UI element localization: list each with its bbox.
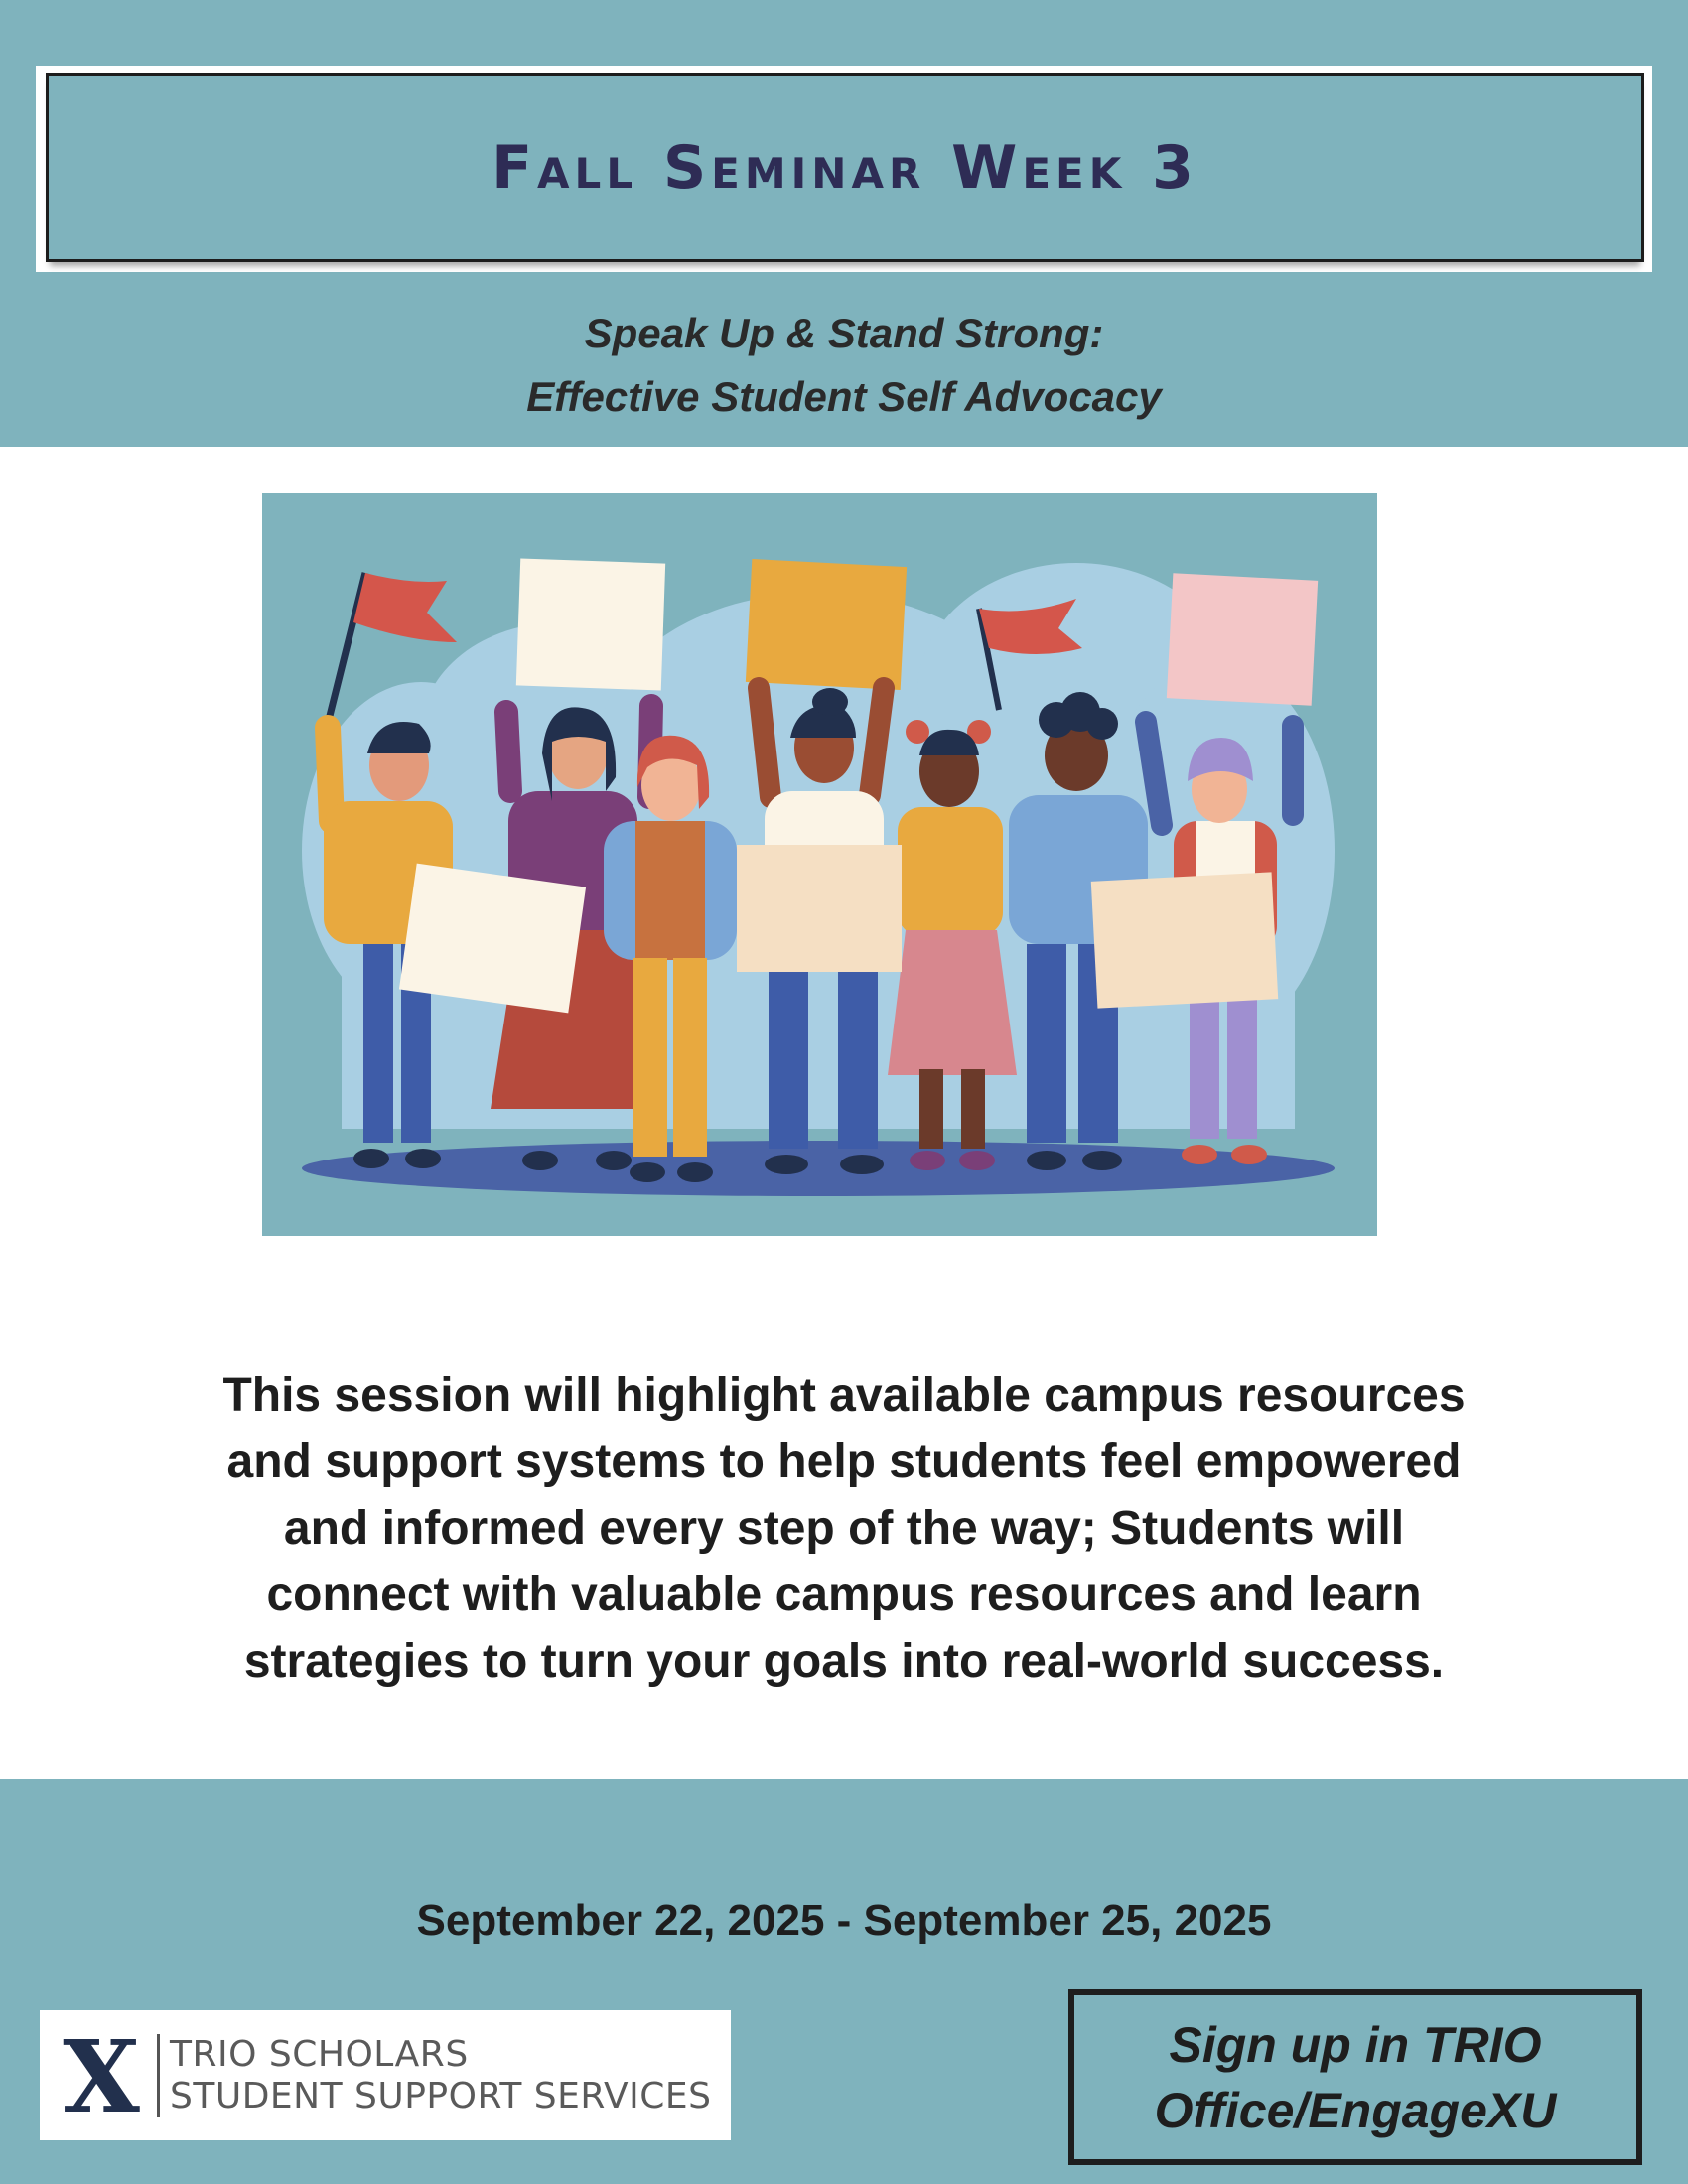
students-advocacy-illustration xyxy=(262,493,1377,1236)
logo-line-2: STUDENT SUPPORT SERVICES xyxy=(170,2075,712,2116)
title-frame xyxy=(36,66,1652,272)
subtitle xyxy=(0,302,1688,429)
title-box xyxy=(46,73,1644,262)
event-dates: September 22, 2025 - September 25, 2025 xyxy=(416,1896,1272,1945)
description-line: connect with valuable campus resources and learn xyxy=(266,1569,1422,1621)
page-title: Fall Seminar Week 3 xyxy=(492,133,1198,203)
trio-logo xyxy=(40,2010,731,2140)
xavier-x-logo-icon xyxy=(52,2026,151,2125)
logo-line-1: TRIO SCHOLARS xyxy=(170,2033,469,2075)
description-line: and support systems to help students feel empowered xyxy=(226,1435,1462,1488)
signup-line-2: Office/EngageXU xyxy=(1154,2082,1557,2138)
session-description xyxy=(79,1362,1609,1695)
description-line: This session will highlight available campus resources xyxy=(222,1369,1466,1422)
subtitle-line-1: Speak Up & Stand Strong: xyxy=(584,310,1104,356)
description-line: and informed every step of the way; Students will xyxy=(283,1502,1405,1555)
logo-mark-letter: X xyxy=(63,2025,140,2125)
signup-line-1: Sign up in TRIO xyxy=(1169,2016,1542,2073)
logo-divider xyxy=(157,2034,160,2117)
description-line: strategies to turn your goals into real-world success. xyxy=(243,1635,1445,1688)
logo-text xyxy=(170,2034,711,2117)
subtitle-line-2: Effective Student Self Advocacy xyxy=(526,373,1162,420)
signup-box xyxy=(1068,1989,1642,2165)
